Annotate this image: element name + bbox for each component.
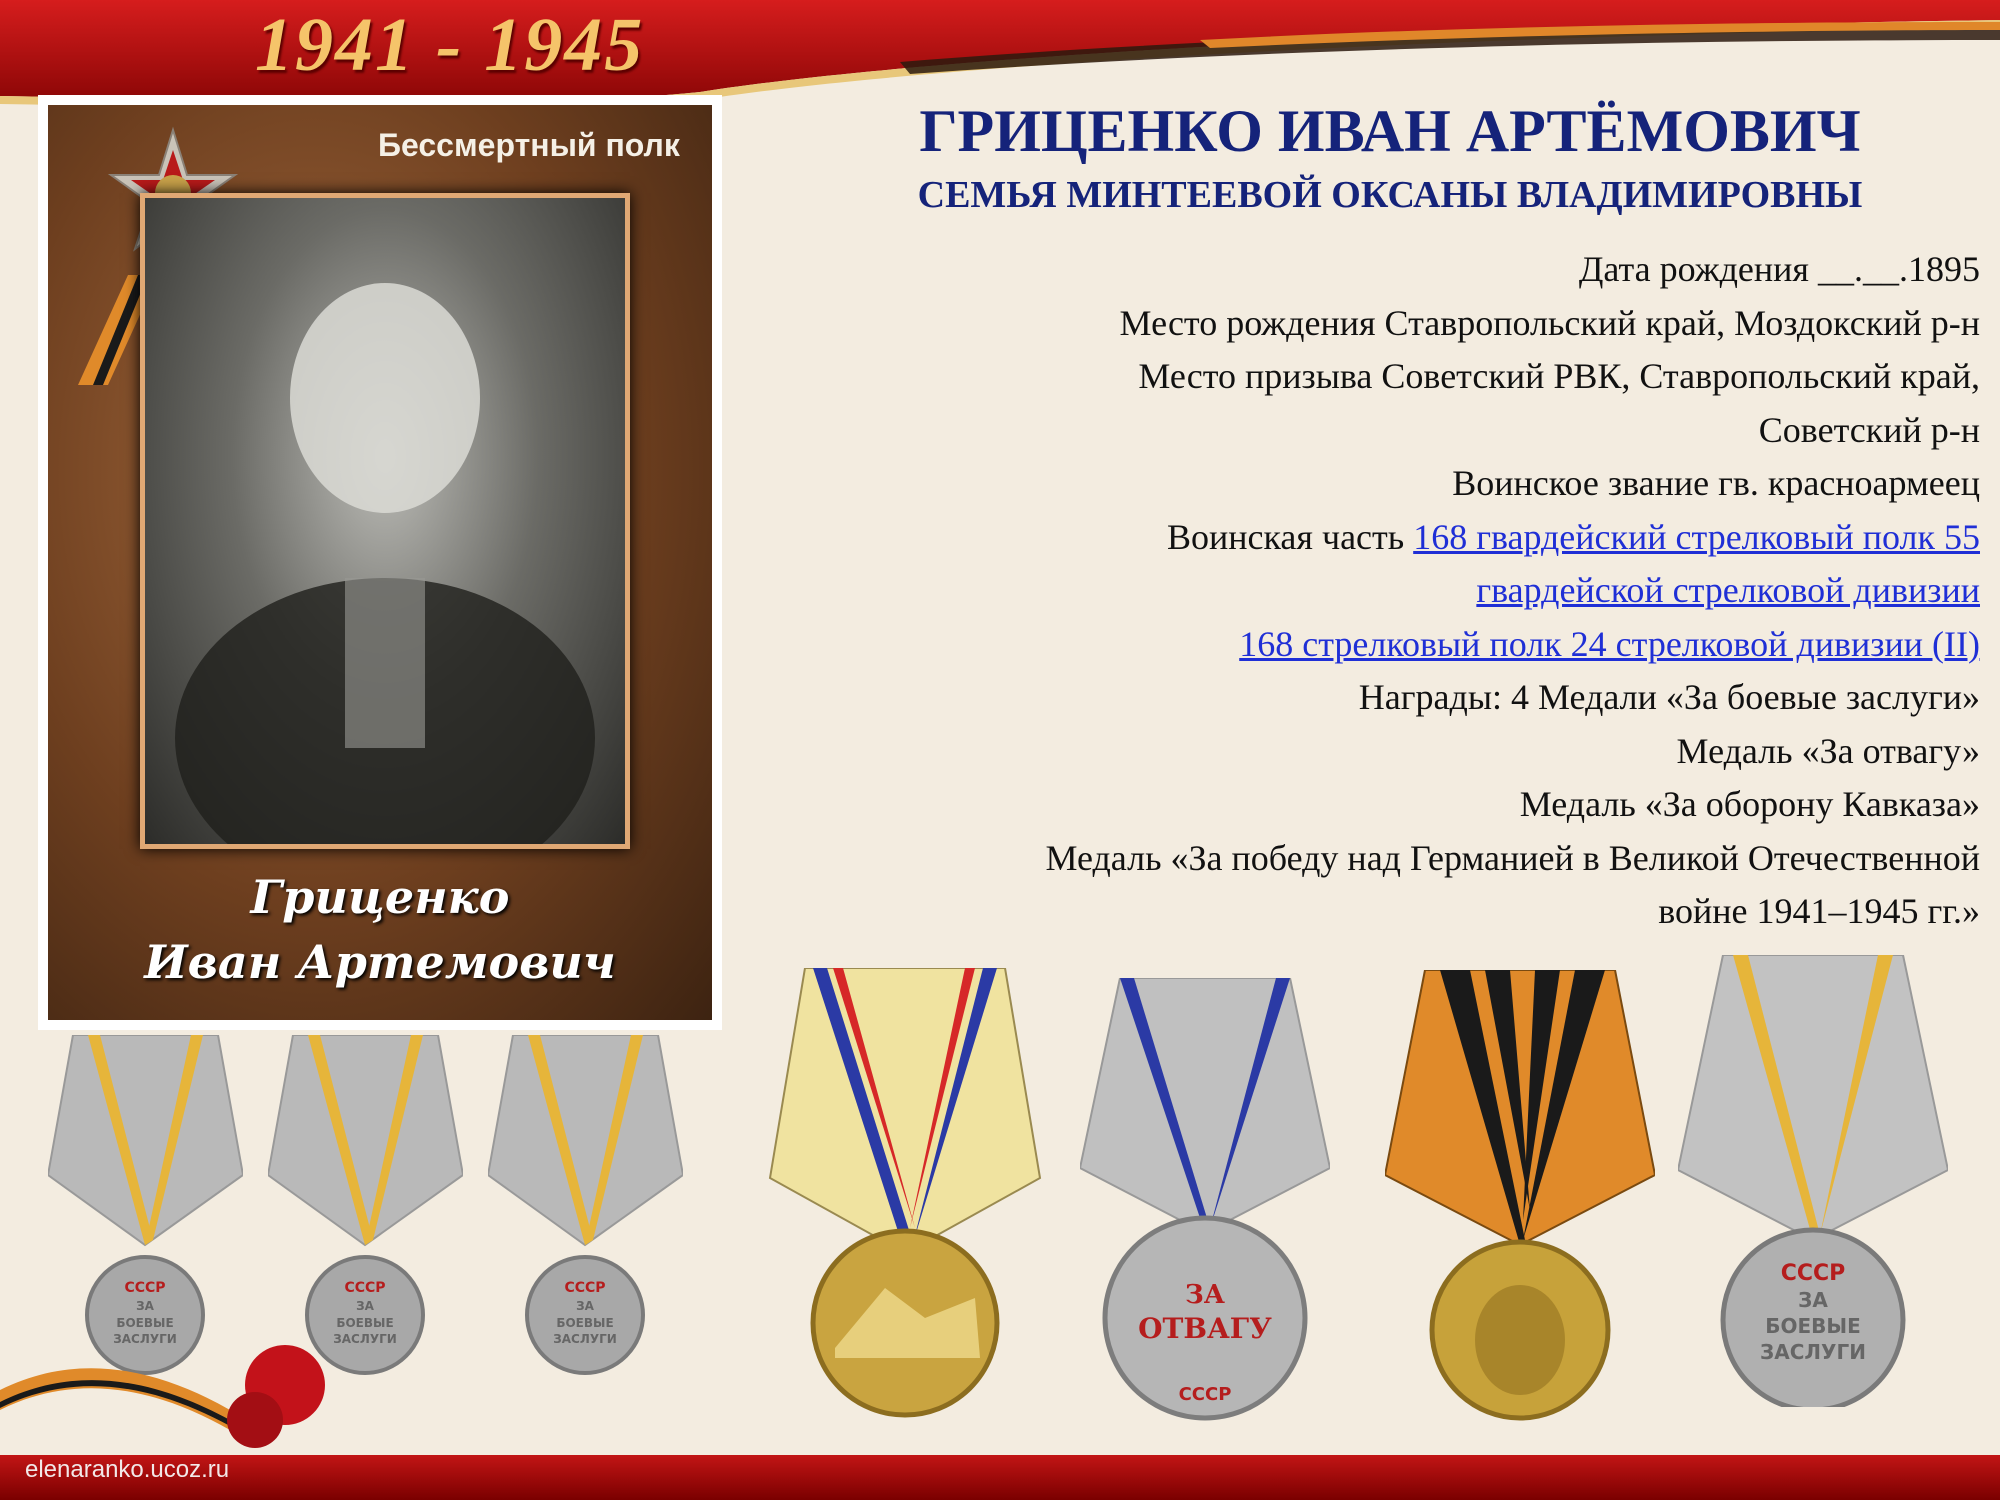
medal-victory-over-germany xyxy=(1385,970,1655,1422)
awards-line-3: Медаль «За оборону Кавказа» xyxy=(1519,784,1980,824)
ribbon-carnation-decoration xyxy=(0,1330,340,1460)
banner-years: 1941 - 1945 xyxy=(255,3,645,87)
medal-combat-merit-1 xyxy=(48,1035,243,1375)
person-name: ГРИЦЕНКО ИВАН АРТЁМОВИЧ xyxy=(919,98,1861,164)
awards-line-1: Награды: 4 Медали «За боевые заслуги» xyxy=(1358,677,1980,717)
medal-boevye-text: БОЕВЫЕ xyxy=(336,1316,394,1330)
unit-link-guards-division[interactable]: гвардейской стрелковой дивизии xyxy=(1476,570,1980,610)
medal-defense-caucasus xyxy=(765,968,1045,1420)
medal-boevye-text: БОЕВЫЕ xyxy=(556,1316,614,1330)
medal-ussr-text: СССР xyxy=(344,1280,386,1296)
medal-combat-merit-3 xyxy=(488,1035,683,1375)
medal-za-text: ЗА xyxy=(576,1299,594,1313)
portrait-caption-names: Иван Артемович xyxy=(144,935,616,989)
medal-za-text: ЗА xyxy=(136,1299,154,1313)
medal-za-text: ЗА xyxy=(356,1299,374,1313)
medal-zaslugi-text: ЗАСЛУГИ xyxy=(1760,1340,1866,1364)
medal-combat-merit-2 xyxy=(268,1035,463,1375)
regiment-label: Бессмертный полк xyxy=(378,127,680,163)
awards-line-5: войне 1941–1945 гг.» xyxy=(1658,891,1980,931)
awards-line-2: Медаль «За отвагу» xyxy=(1676,730,1980,771)
medal-zaslugi-text: ЗАСЛУГИ xyxy=(553,1332,617,1346)
medal-combat-merit-large xyxy=(1678,955,1948,1407)
medal-boevye-text: БОЕВЫЕ xyxy=(1765,1314,1861,1338)
rank: Воинское звание гв. красноармеец xyxy=(1452,463,1980,503)
birth-date: Дата рождения __.__.1895 xyxy=(1578,249,1980,289)
medal-courage-ussr-text: СССР xyxy=(1178,1384,1232,1405)
medal-za-text: ЗА xyxy=(1798,1288,1828,1312)
medal-ussr-text: СССР xyxy=(564,1280,606,1296)
footer-strip xyxy=(0,1455,2000,1500)
unit-link-rifle-regiment[interactable]: 168 стрелковый полк 24 стрелковой дивизии (II) xyxy=(1239,623,1980,664)
watermark: elenaranko.ucoz.ru xyxy=(25,1456,230,1483)
birth-place: Место рождения Ставропольский край, Моздокский р-н xyxy=(1119,302,1980,343)
info-block xyxy=(800,243,1980,939)
medal-zaslugi-text: ЗАСЛУГИ xyxy=(333,1332,397,1346)
unit-line-2 xyxy=(800,564,1980,618)
medal-boevye-text: БОЕВЫЕ xyxy=(116,1316,174,1330)
unit-line xyxy=(800,511,1980,565)
medal-courage-otvagu-text: ОТВАГУ xyxy=(1138,1312,1272,1345)
portrait-caption-surname: Гриценко xyxy=(250,870,510,924)
man-silhouette xyxy=(145,198,625,844)
unit-line-3 xyxy=(800,618,1980,672)
portrait-background xyxy=(48,105,712,1020)
medal-for-courage xyxy=(1080,978,1330,1430)
awards-line-4: Медаль «За победу над Германией в Великой Отечественной xyxy=(1045,837,1980,878)
portrait-card xyxy=(38,95,722,1030)
draft-place-line-1: Место призыва Советский РВК, Ставропольский край, xyxy=(1138,356,1980,396)
family-line: СЕМЬЯ МИНТЕЕВОЙ ОКСАНЫ ВЛАДИМИРОВНЫ xyxy=(917,174,1863,216)
medal-zaslugi-text: ЗАСЛУГИ xyxy=(113,1332,177,1346)
unit-link-guards-regiment[interactable]: 168 гвардейский стрелковый полк 55 xyxy=(1413,516,1980,557)
medal-ussr-text: СССР xyxy=(124,1280,166,1296)
unit-label: Воинская часть xyxy=(1166,516,1405,557)
medal-ussr-text: СССР xyxy=(1780,1261,1846,1286)
draft-place-line-2: Советский р-н xyxy=(1758,409,1980,450)
medal-courage-za-text: ЗА xyxy=(1185,1280,1225,1310)
portrait-photo xyxy=(140,193,630,849)
